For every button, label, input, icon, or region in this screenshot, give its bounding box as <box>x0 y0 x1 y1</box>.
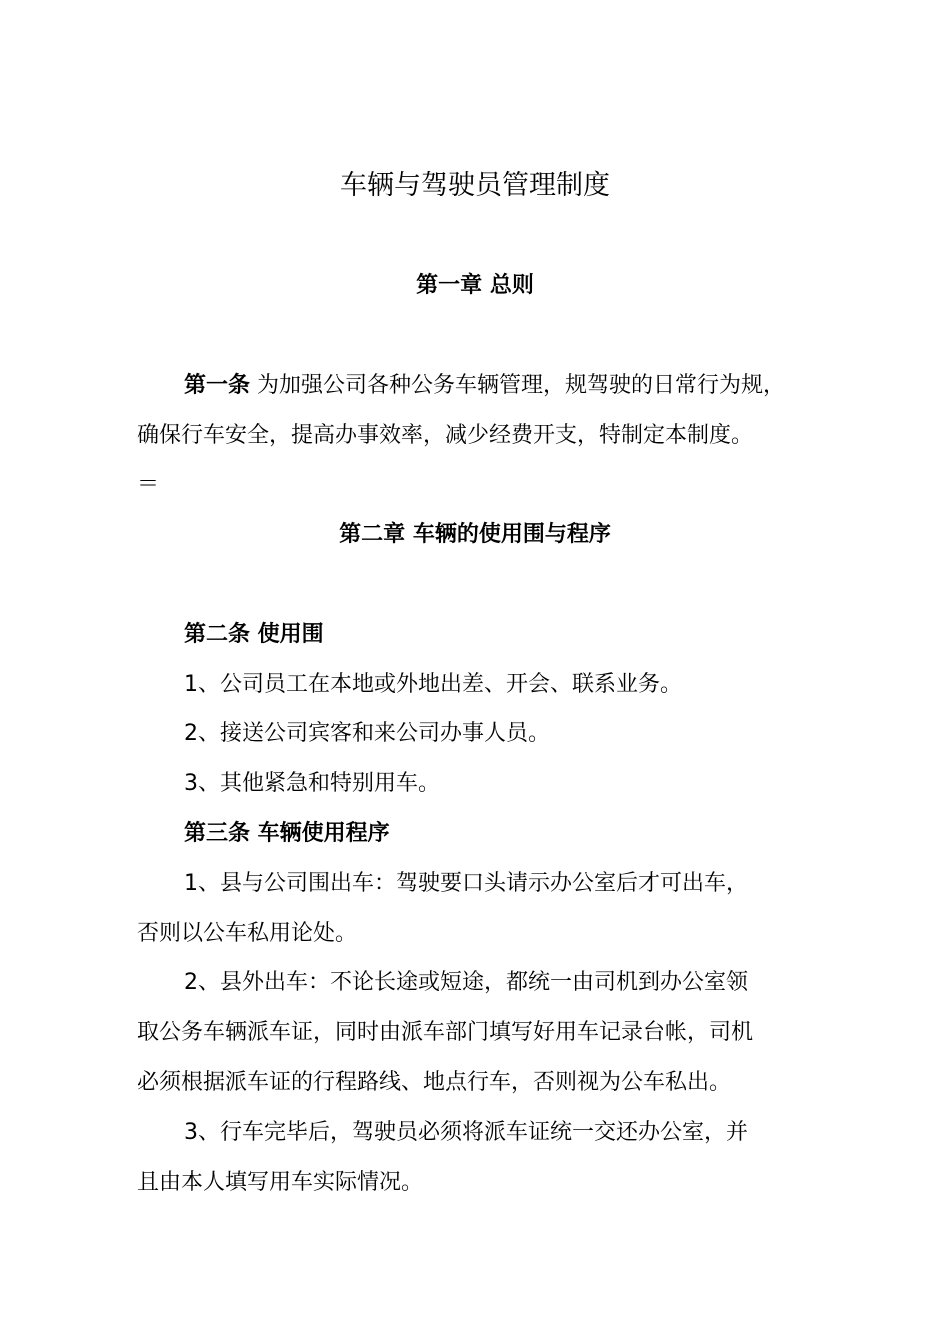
document-title: 车辆与驾驶员管理制度 <box>340 170 610 201</box>
article-3-item-2-line-3: 必须根据派车证的行程路线、地点行车，否则视为公车私出。 <box>137 1070 732 1095</box>
article-3-item-2-line-2: 取公务车辆派车证，同时由派车部门填写好用车记录台帐，司机 <box>137 1020 754 1045</box>
article-1-line-2: 确保行车安全，提高办事效率，减少经费开支，特制定本制度。 <box>137 423 754 448</box>
article-1-text-1: 为加强公司各种公务车辆管理，规驾驶的日常行为规， <box>257 373 786 398</box>
article-3-item-1-line-2: 否则以公车私用论处。 <box>137 921 358 946</box>
article-3-item-3-line-1: 3、行车完毕后，驾驶员必须将派车证统一交还办公室，并 <box>184 1120 748 1145</box>
article-2-item-2: 2、接送公司宾客和来公司办事人员。 <box>184 721 550 746</box>
article-1-label: 第一条 <box>184 373 251 398</box>
article-2-item-3: 3、其他紧急和特别用车。 <box>184 771 440 796</box>
article-3-item-3-line-2: 且由本人填写用车实际情况。 <box>137 1170 424 1195</box>
article-2-item-1: 1、公司员工在本地或外地出差、开会、联系业务。 <box>184 672 682 697</box>
stray-mark: ＝ <box>137 472 160 497</box>
chapter-1-heading: 第一章 总则 <box>416 273 534 298</box>
article-3-label: 第三条 车辆使用程序 <box>184 821 390 846</box>
article-2-label: 第二条 使用围 <box>184 622 324 647</box>
chapter-2-heading: 第二章 车辆的使用围与程序 <box>339 522 611 547</box>
article-3-item-1-line-1: 1、县与公司围出车：驾驶要口头请示办公室后才可出车， <box>184 871 748 896</box>
article-1-line-1 <box>184 371 830 401</box>
article-3-item-2-line-1: 2、县外出车：不论长途或短途，都统一由司机到办公室领 <box>184 970 748 995</box>
